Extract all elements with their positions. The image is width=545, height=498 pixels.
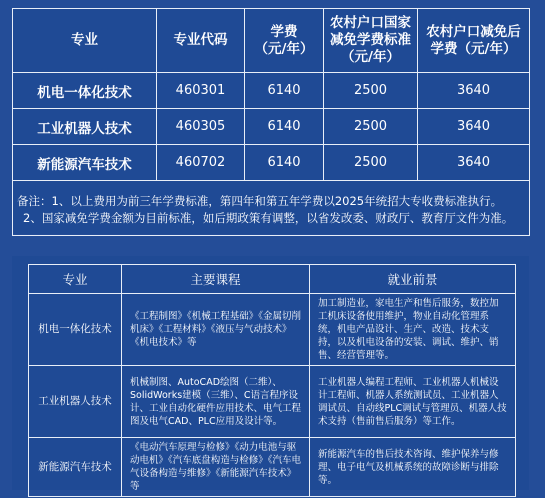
header-prospects: 就业前景 (310, 265, 516, 294)
note-line-2: 2、国家减免学费金额为目前标准，如后期政策有调整，以省发改委、财政厅、教育厅文件为准。 (23, 211, 514, 225)
table-row (29, 294, 516, 366)
table-row (29, 366, 516, 438)
prospects-text: 工业机器人编程工程师、工业机器人机械设计工程师、机器人系统测试员、工业机器人调试员、自动线PLC调试与管理员、机器人技术支持（售前售后服务）等工作。 (310, 366, 516, 438)
major-name: 机电一体化技术 (13, 73, 157, 109)
fee-header-row (13, 9, 530, 73)
major-code: 460301 (157, 73, 245, 109)
major-code: 460702 (157, 145, 245, 181)
course-table (28, 264, 516, 497)
prospects-text: 加工制造业，家电生产和售后服务，数控加工机床设备使用维护，物业自动化管理系统，机电产品设计、生产、改造、技术支持，以及机电设备的安装、调试、维护、销售、经营管理等。 (310, 294, 516, 366)
header-major: 专业 (29, 265, 122, 294)
courses-text: 《工程制图》《机械工程基础》《金属切削机床》《工程材料》《液压与气动技术》《机电技术》等 (122, 294, 310, 366)
fee-table (12, 8, 530, 236)
header-tuition: 学费 （元/年） (245, 9, 324, 73)
after-value: 3640 (418, 109, 530, 145)
tuition-value: 6140 (245, 73, 324, 109)
header-reduction: 农村户口国家 减免学费标准 （元/年） (324, 9, 418, 73)
header-major (13, 9, 157, 73)
prospects-text: 新能源汽车的售后技术咨询、维护保养与修理、电子电气及机械系统的故障诊断与排除等。 (310, 438, 516, 497)
table-row (29, 438, 516, 497)
table-row (13, 73, 530, 109)
fee-panel (12, 8, 529, 234)
header-code-label: 专业代码 (173, 32, 228, 48)
after-value: 3640 (418, 145, 530, 181)
after-value: 3640 (418, 73, 530, 109)
course-header-row (29, 265, 516, 294)
reduction-value: 2500 (324, 109, 418, 145)
header-courses: 主要课程 (122, 265, 310, 294)
notes-row (13, 181, 530, 236)
major-name: 机电一体化技术 (29, 294, 122, 366)
note-line-1: 备注：1、以上费用为前三年学费标准，第四年和第五年学费以2025年统招大专收费标准执行。 (17, 194, 503, 208)
major-name: 新能源汽车技术 (29, 438, 122, 497)
tuition-value: 6140 (245, 109, 324, 145)
courses-text: 机械制图、AutoCAD绘图（二维）、SolidWorks建模（三维）、C语言程序设计、工业自动化硬件应用技术、电气工程图及电气CAD、PLC应用及设计等。 (122, 366, 310, 438)
reduction-value: 2500 (324, 145, 418, 181)
header-after: 农村户口减免后 学费（元/年） (418, 9, 530, 73)
courses-text: 《电动汽车原理与检修》《动力电池与驱动电机》《汽车底盘构造与检修》《汽车电气设备构造与维修》《新能源汽车技术》等 (122, 438, 310, 497)
major-name: 工业机器人技术 (13, 109, 157, 145)
major-name: 工业机器人技术 (29, 366, 122, 438)
reduction-value: 2500 (324, 73, 418, 109)
header-code (157, 9, 245, 73)
table-row (13, 109, 530, 145)
course-panel (12, 256, 529, 490)
notes-cell (13, 181, 530, 236)
table-row (13, 145, 530, 181)
major-code: 460305 (157, 109, 245, 145)
header-major-label: 专业 (71, 32, 98, 48)
tuition-value: 6140 (245, 145, 324, 181)
major-name: 新能源汽车技术 (13, 145, 157, 181)
